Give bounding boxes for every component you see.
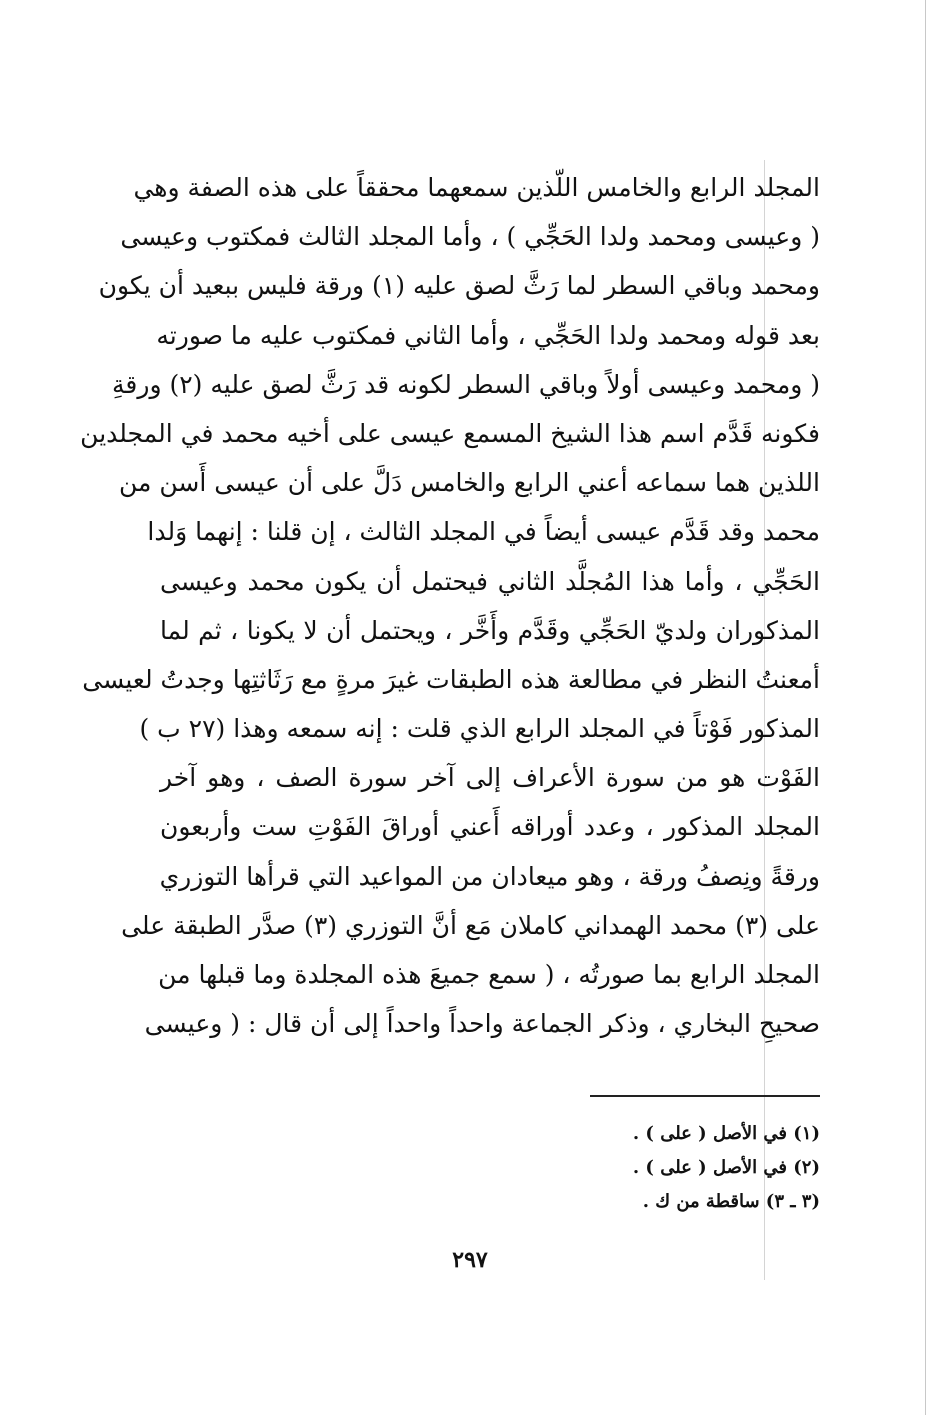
text-line-1: المجلد الرابع والخامس اللّذين سمعهما محققاً على هذه الصفة وهي [133,173,820,202]
footnote-separator [590,1095,820,1097]
main-text-block [80,163,820,1048]
text-line-11: أمعنتُ النظر في مطالعة هذه الطبقات غيرَ مرةٍ مع رَثَاثتِها وجدتُ لعيسى [82,664,820,694]
page-number: ٢٩٧ [452,1247,488,1273]
text-line-3: ومحمد وباقي السطر لما رَثَّ لصق عليه (١) ورقة فليس ببعيد أن يكون [98,271,820,301]
text-line-16: على (٣) محمد الهمداني كاملان مَع أنَّ التوزري (٣) صدَّر الطبقة على [121,910,820,940]
footnote-3: (٣ ـ ٣) ساقطة من ك . [642,1191,820,1212]
text-line-6: فكونه قَدَّم اسم هذا الشيخ المسمع عيسى على أخيه محمد في المجلدين [80,418,820,448]
text-line-2: ( وعيسى ومحمد ولدا الحَجِّي ) ، وأما المجلد الثالث فمكتوب وعيسى [120,222,820,252]
footnote-1: (١) في الأصل ( على ) . [632,1123,820,1144]
footnote-2: (٢) في الأصل ( على ) . [632,1157,820,1178]
text-line-8: محمد وقد قَدَّم عيسى أيضاً في المجلد الثالث ، إن قلنا : إنهما وَلدا [147,517,820,547]
text-line-18: صحيحِ البخاري ، وذكر الجماعة واحداً واحداً إلى أن قال : ( وعيسى [144,1009,820,1039]
text-line-10: المذكوران ولديّ الحَجِّي وقَدَّم وأَخَّر ، ويحتمل أن لا يكونا ، ثم لما [160,615,820,645]
text-line-13: الفَوْت هو من سورة الأعراف إلى آخر سورة الصف ، وهو آخر [160,763,820,793]
text-line-12: المذكور فَوْتاً في المجلد الرابع الذي قلت : إنه سمعه وهذا (٢٧ ب ) [139,714,820,744]
text-line-15: ورقةً ونِصفُ ورقة ، وهو ميعادان من المواعيد التي قرأها التوزري [159,861,820,891]
footnotes-block [400,1117,820,1219]
text-line-7: اللذين هما سماعه أعني الرابع والخامس دَلَّ على أن عيسى أَسن من [118,468,820,498]
text-line-14: المجلد المذكور ، وعدد أوراقه أَعني أوراقَ الفَوْتِ ست وأربعون [160,812,820,842]
scan-edge-line [925,0,926,1415]
text-line-4: بعد قوله ومحمد ولدا الحَجِّي ، وأما الثاني فمكتوب عليه ما صورته [156,320,820,350]
text-line-9: الحَجِّي ، وأما هذا المُجلَّد الثاني فيحتمل أن يكون محمد وعيسى [160,566,820,596]
text-line-5: ( ومحمد وعيسى أولاً وباقي السطر لكونه قد رَثَّ لصق عليه (٢) ورقةِ [112,369,820,399]
text-line-17: المجلد الرابع بما صورتُه ، ( سمع جميعَ هذه المجلدة وما قبلها من [158,960,820,989]
